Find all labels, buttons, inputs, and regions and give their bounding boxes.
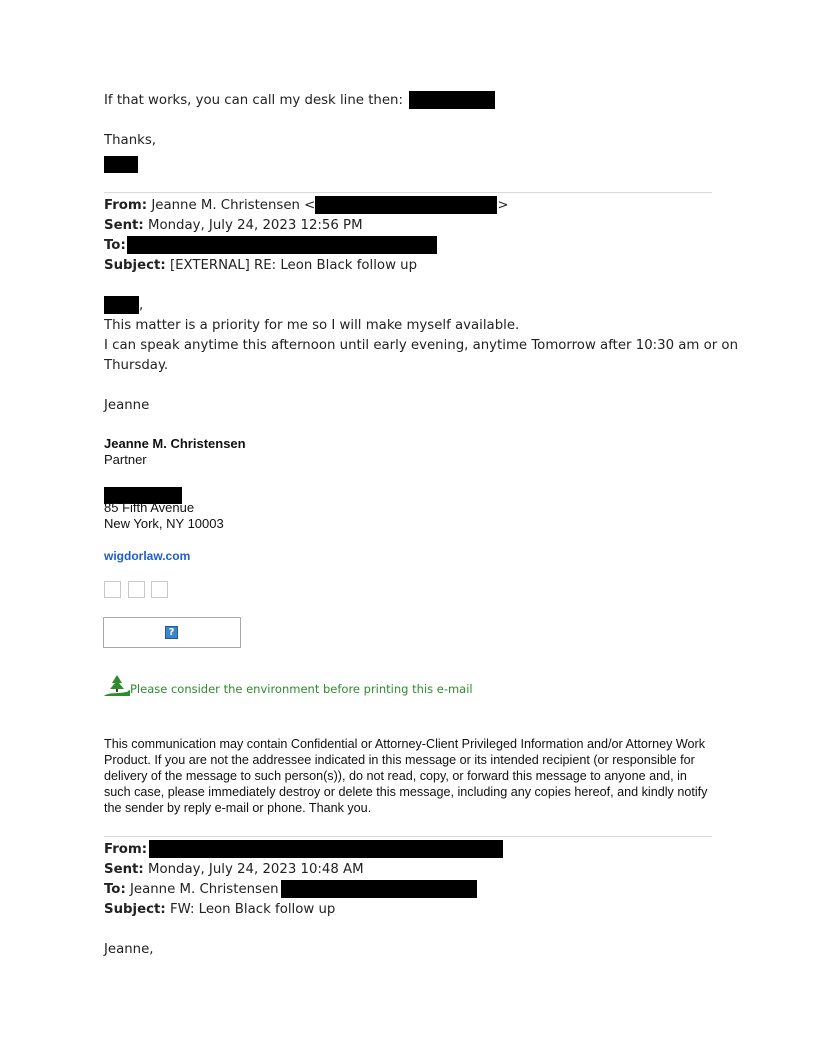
- email1-body-line: This matter is a priority for me so I will make myself available.: [104, 318, 520, 333]
- email1-body-line: I can speak anytime this afternoon until early evening, anytime Tomorrow after 10:30 am or on: [104, 338, 738, 353]
- environment-note: Please consider the environment before printing this e-mail: [104, 674, 473, 697]
- thanks-text: Thanks,: [104, 133, 156, 148]
- signature-address-line1: 85 Fifth Avenue: [104, 500, 195, 515]
- redacted-phone: [409, 91, 495, 109]
- social-icon-placeholder[interactable]: [151, 581, 168, 598]
- email1-body-line: Thursday.: [104, 358, 169, 373]
- desk-line-text: If that works, you can call my desk line then:: [104, 91, 495, 111]
- email1-greeting: ,: [104, 296, 143, 316]
- broken-image-box: [103, 617, 241, 648]
- redacted-sender-name: [104, 154, 138, 173]
- redacted-recipient-email: [281, 880, 477, 898]
- signature-address-line2: New York, NY 10003: [104, 516, 224, 531]
- email1-sent: Sent: Monday, July 24, 2023 12:56 PM: [104, 218, 363, 233]
- email2-sent: Sent: Monday, July 24, 2023 10:48 AM: [104, 862, 364, 877]
- tree-road-icon: [104, 674, 130, 697]
- email1-from: From: Jeanne M. Christensen < >: [104, 198, 509, 213]
- redacted-sender: [149, 840, 503, 858]
- signature-title: Partner: [104, 452, 147, 467]
- website-link[interactable]: wigdorlaw.com: [104, 549, 191, 563]
- broken-image-icon: ?: [165, 626, 178, 639]
- email2-from: From:: [104, 840, 503, 860]
- redacted-greeting-name: [104, 296, 139, 314]
- redacted-recipient: [127, 236, 437, 254]
- redacted-email: [315, 196, 497, 214]
- email1-to: To:: [104, 236, 437, 256]
- email2-to: To: Jeanne M. Christensen: [104, 880, 477, 900]
- email1-signoff: Jeanne: [104, 398, 150, 413]
- email2-subject: Subject: FW: Leon Black follow up: [104, 902, 336, 917]
- email2-greeting: Jeanne,: [104, 942, 154, 957]
- email1-subject: Subject: [EXTERNAL] RE: Leon Black follow up: [104, 258, 418, 273]
- header-divider-2: [104, 836, 712, 837]
- confidentiality-disclaimer: This communication may contain Confidential or Attorney-Client Privileged Information and/or Attorney Work Product. If you are not the addressee indicated in this message or its intended recipient (or responsible for delivery of the message to such person(s)), do not read, copy, or forward this message to anyone and, in such case, please immediately destroy or delete this message, including any copies hereof, and kindly notify the sender by reply e-mail or phone. Thank you.: [104, 737, 708, 815]
- signature-name: Jeanne M. Christensen: [104, 436, 246, 451]
- header-divider-1: [104, 192, 712, 193]
- social-icon-placeholder[interactable]: [104, 581, 121, 598]
- social-icon-placeholder[interactable]: [128, 581, 145, 598]
